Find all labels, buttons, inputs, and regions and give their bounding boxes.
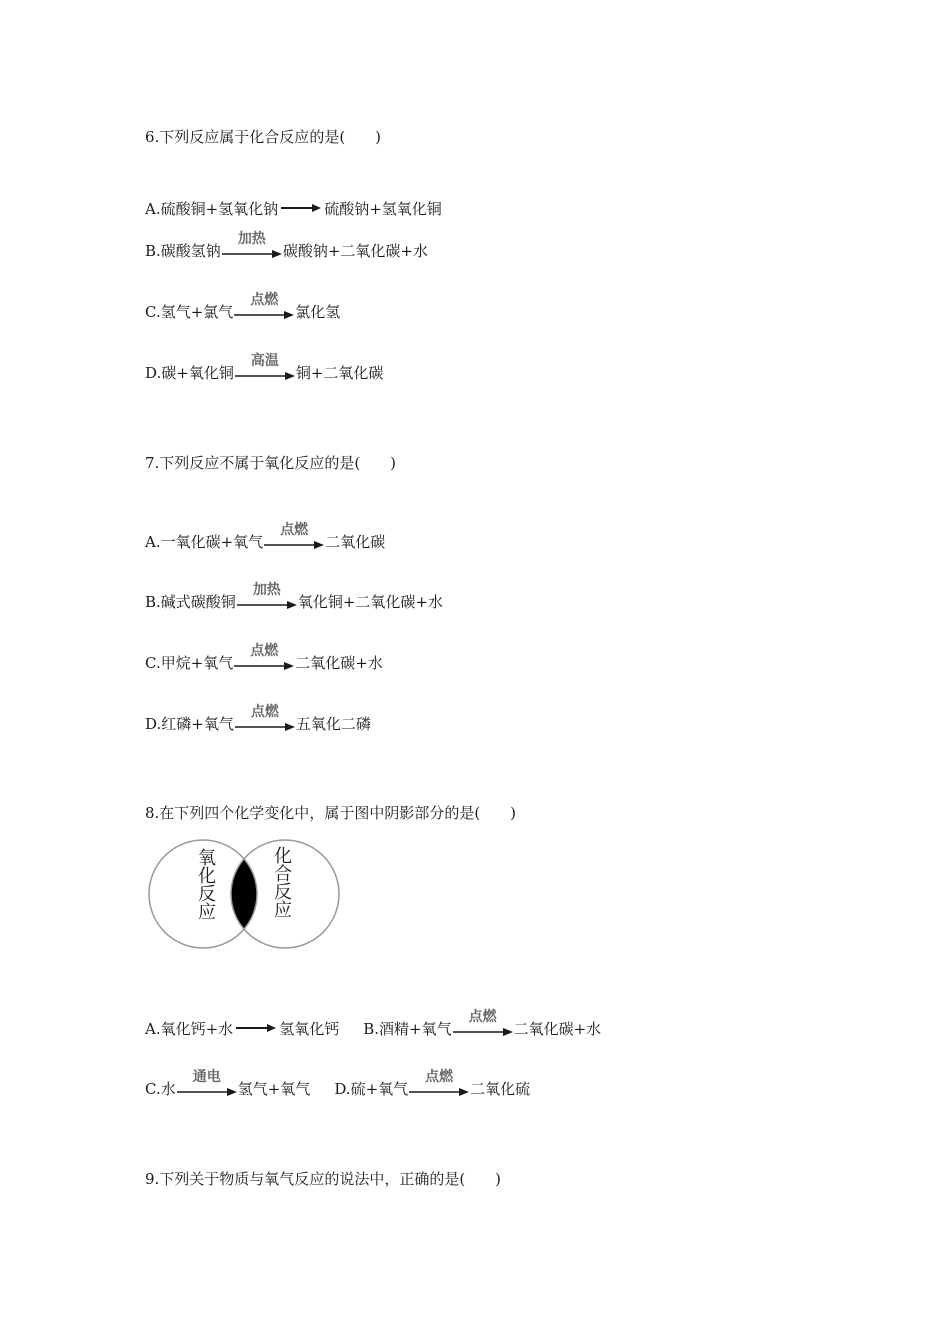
conditional-arrow [235, 354, 295, 382]
conditional-arrow [177, 1070, 237, 1098]
conditional-arrow [234, 644, 294, 672]
reaction-condition: 点燃 [250, 704, 279, 720]
reaction-arrow-icon [235, 370, 295, 382]
reaction-arrow-icon [453, 1026, 513, 1038]
venn-diagram [145, 838, 345, 958]
reaction-condition: 点燃 [468, 1009, 497, 1025]
conditional-arrow [235, 705, 295, 733]
reaction-condition: 通电 [192, 1069, 221, 1085]
reaction-arrow-icon [177, 1086, 237, 1098]
reaction-condition: 加热 [237, 231, 266, 247]
reaction-condition: 点燃 [425, 1069, 454, 1085]
venn-right-label: 化合反应 [271, 846, 292, 918]
reaction-arrow-icon [222, 248, 282, 260]
reaction-arrow-icon [237, 599, 297, 611]
q7-option-a: A. 一氧化碳+氧气 点燃 二氧化碳 [145, 522, 386, 551]
reaction-arrow-icon [264, 539, 324, 551]
reaction-arrow-icon [236, 1020, 276, 1038]
venn-left-label: 氧化反应 [195, 848, 216, 920]
reaction-arrow-icon [234, 660, 294, 672]
question-9-stem: 9.下列关于物质与氧气反应的说法中，正确的是( ) [145, 1170, 502, 1188]
reaction-arrow-icon [281, 200, 321, 218]
reaction-arrow-icon [409, 1086, 469, 1098]
reaction-condition: 点燃 [250, 643, 279, 659]
question-8-stem: 8.在下列四个化学变化中，属于图中阴影部分的是( ) [145, 804, 517, 822]
conditional-arrow [409, 1070, 469, 1098]
q8-options-row-2: C. 水 通电 氢气+氧气 D. 硫+氧气 点燃 二氧化硫 [145, 1069, 531, 1098]
reaction-condition: 高温 [250, 353, 279, 369]
q6-option-b: B. 碳酸氢钠 加热 碳酸钠+二氧化碳+水 [145, 231, 428, 260]
reaction-condition: 点燃 [280, 522, 309, 538]
conditional-arrow [237, 583, 297, 611]
conditional-arrow [234, 293, 294, 321]
q7-option-d: D. 红磷+氧气 点燃 五氧化二磷 [145, 704, 371, 733]
conditional-arrow [264, 523, 324, 551]
reaction-condition: 加热 [252, 582, 281, 598]
q6-option-d: D. 碳+氧化铜 高温 铜+二氧化碳 [145, 353, 384, 382]
conditional-arrow [222, 232, 282, 260]
q6-option-a: A. 硫酸铜+氢氧化钠 硫酸钠+氢氧化铜 [145, 200, 442, 218]
q7-option-c: C. 甲烷+氧气 点燃 二氧化碳+水 [145, 643, 383, 672]
q7-option-b: B. 碱式碳酸铜 加热 氧化铜+二氧化碳+水 [145, 582, 443, 611]
reaction-arrow-icon [235, 721, 295, 733]
question-7-stem: 7.下列反应不属于氧化反应的是( ) [145, 454, 397, 472]
reaction-condition: 点燃 [250, 292, 279, 308]
conditional-arrow [453, 1010, 513, 1038]
reaction-arrow-icon [234, 309, 294, 321]
q6-option-c: C. 氢气+氯气 点燃 氯化氢 [145, 292, 341, 321]
q8-options-row-1: A. 氧化钙+水 氢氧化钙 B. 酒精+氧气 点燃 二氧化碳+水 [145, 1009, 602, 1038]
question-6-stem: 6.下列反应属于化合反应的是( ) [145, 128, 382, 146]
